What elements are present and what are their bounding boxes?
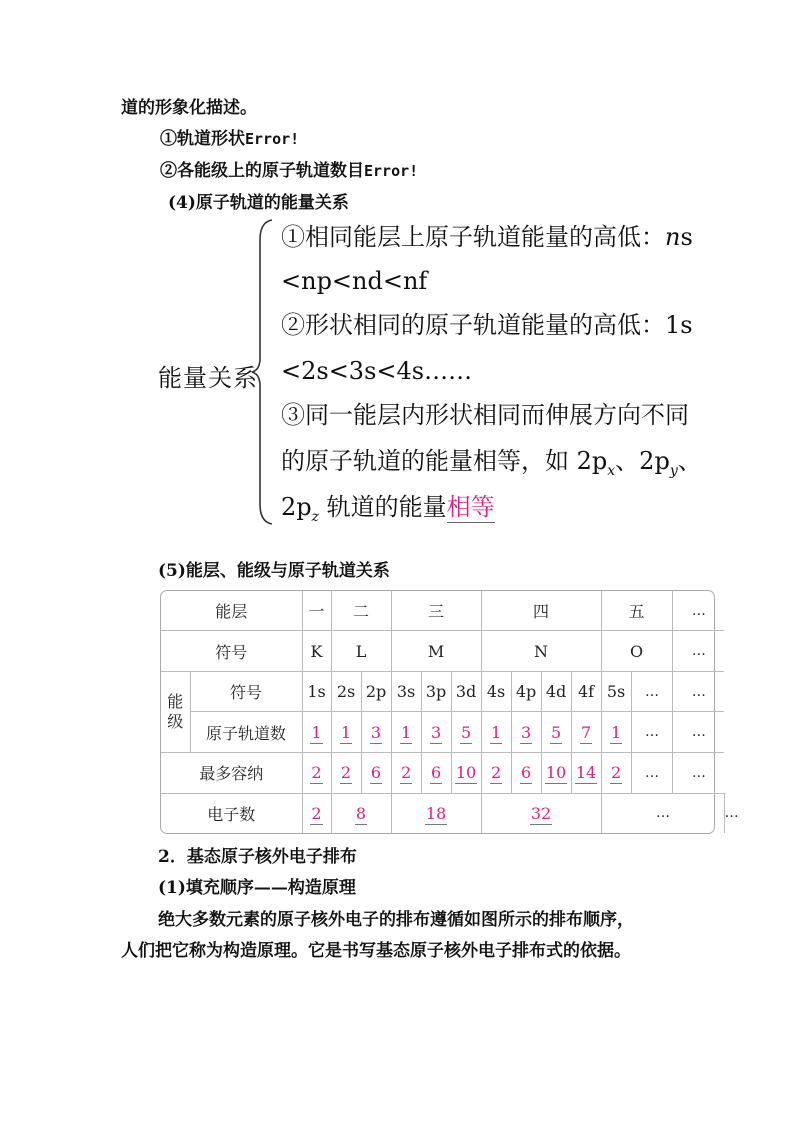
relation-line-1a — [281, 222, 693, 252]
answer-value: 1 — [490, 722, 502, 742]
answer-value: 1 — [311, 722, 322, 742]
table-cell — [331, 712, 361, 753]
table-cell — [601, 753, 631, 794]
relation-text: s — [680, 223, 693, 251]
answer-value: 2 — [311, 763, 322, 783]
header-sub-symbol: 符号 — [190, 671, 302, 712]
table-cell: 3d — [451, 671, 481, 712]
answer-value: 2 — [610, 763, 622, 783]
paragraph-line-2: 人们把它称为构造原理。它是书写基态原子核外电子排布式的依据。 — [121, 941, 631, 961]
header-symbol: 符号 — [161, 631, 302, 672]
table-cell: 一 — [302, 591, 331, 631]
answer-value: 18 — [425, 803, 447, 823]
relation-text: 、 — [677, 447, 702, 475]
answer-value: 14 — [575, 763, 597, 783]
relation-line-2b: <2s<3s<4s…… — [281, 357, 473, 385]
table-cell: 2p — [361, 671, 391, 712]
section-heading-2: 2．基态原子核外电子排布 — [158, 847, 357, 867]
table-cell: … — [672, 753, 724, 794]
answer-value: 2 — [400, 763, 412, 783]
relation-text: 2p — [281, 493, 312, 521]
header-level: 能级 — [161, 671, 190, 752]
table-cell: 二 — [331, 591, 391, 631]
error-text: Error! — [245, 130, 300, 148]
table-cell — [481, 712, 511, 753]
sub-heading-1: (1)填充顺序——构造原理 — [158, 878, 356, 898]
answer-value: 1 — [340, 722, 352, 742]
table-cell: L — [331, 631, 391, 672]
table-cell — [481, 753, 511, 794]
table-cell: 3s — [391, 671, 421, 712]
table-cell: 1s — [302, 671, 331, 712]
header-max: 最多容纳 — [161, 753, 302, 794]
table-cell: 4s — [481, 671, 511, 712]
var-n: n — [665, 223, 681, 251]
relation-text: 的原子轨道的能量相等，如 2p — [281, 447, 608, 475]
table-cell: … — [601, 793, 724, 833]
table-cell — [421, 712, 451, 753]
table-cell: 2s — [331, 671, 361, 712]
answer-value: 7 — [580, 722, 592, 742]
table-cell: M — [391, 631, 481, 672]
orbital-table: 能层 一 二 三 四 五 … 符号 K L M N O … 能级 符号 1s 2s 2p 3s 3p 3d 4s 4p 4d 4f 5s … … 原子轨道数 1 1 3 1 3 5 1 3 5 7 1 … … 最多容纳 2 2 6 2 6 10 2 6 10 14 2 … … 电子数 2 8 18 32 … … — [160, 590, 715, 834]
list-item-orbital-count — [160, 160, 418, 182]
answer-value: 32 — [530, 803, 552, 823]
table-cell — [391, 712, 421, 753]
table-cell: 五 — [601, 591, 672, 631]
table-cell — [571, 753, 601, 794]
table-cell: … — [672, 631, 724, 672]
table-cell: … — [672, 671, 724, 712]
answer-equal: 相等 — [446, 493, 495, 521]
table-cell: 4p — [511, 671, 541, 712]
text-line: 道的形象化描述。 — [121, 98, 257, 118]
answer-value: 2 — [490, 763, 502, 783]
table-cell — [511, 712, 541, 753]
table-cell — [302, 793, 331, 833]
table-cell: … — [672, 712, 724, 753]
table-cell: 3p — [421, 671, 451, 712]
table-cell — [601, 712, 631, 753]
table-cell — [511, 753, 541, 794]
answer-value: 10 — [455, 763, 477, 783]
table-cell — [571, 712, 601, 753]
relation-line-3a: ③同一能层内形状相同而伸展方向不同 — [281, 401, 689, 429]
answer-value: 6 — [520, 763, 532, 783]
answer-value: 3 — [370, 722, 382, 742]
table-cell: 四 — [481, 591, 601, 631]
table-cell: … — [631, 671, 672, 712]
subscript-y: y — [669, 462, 678, 479]
table-cell — [331, 793, 391, 833]
energy-relation-label: 能量关系 — [158, 364, 258, 392]
header-electrons: 电子数 — [161, 793, 302, 833]
relation-line-3b — [281, 446, 702, 486]
relation-text: 轨道的能量 — [319, 493, 447, 521]
answer-value: 6 — [430, 763, 442, 783]
table-cell: K — [302, 631, 331, 672]
table-cell — [361, 753, 391, 794]
table-cell: N — [481, 631, 601, 672]
item-text: ①轨道形状 — [160, 129, 245, 149]
table-cell — [421, 753, 451, 794]
table-cell — [331, 753, 361, 794]
relation-line-1b: <np<nd<nf — [281, 267, 428, 295]
relation-text: 、2p — [615, 447, 670, 475]
section-heading-5: (5)能层、能级与原子轨道关系 — [158, 561, 390, 581]
table-cell — [302, 753, 331, 794]
table-cell: 5s — [601, 671, 631, 712]
answer-value: 3 — [520, 722, 532, 742]
relation-line-2a: ②形状相同的原子轨道能量的高低：1s — [281, 311, 693, 339]
subscript-x: x — [607, 462, 616, 479]
item-text: ②各能级上的原子轨道数目 — [160, 161, 364, 181]
table-cell — [391, 753, 421, 794]
header-layer: 能层 — [161, 591, 302, 631]
answer-value: 6 — [370, 763, 382, 783]
answer-value: 1 — [400, 722, 412, 742]
answer-value: 5 — [460, 722, 472, 742]
answer-value: 1 — [610, 722, 622, 742]
answer-value: 10 — [545, 763, 567, 783]
table-cell — [541, 712, 571, 753]
table-cell: … — [631, 753, 672, 794]
table-cell: O — [601, 631, 672, 672]
answer-value: 5 — [550, 722, 562, 742]
paragraph-line-1: 绝大多数元素的原子核外电子的排布遵循如图所示的排布顺序， — [158, 910, 634, 930]
answer-value: 2 — [311, 803, 322, 823]
table-cell — [451, 753, 481, 794]
list-item-orbital-shape — [160, 128, 299, 150]
table-cell: … — [631, 712, 672, 753]
table-cell: 4d — [541, 671, 571, 712]
relation-text: ①相同能层上原子轨道能量的高低： — [281, 223, 665, 251]
subscript-z: z — [311, 508, 320, 525]
table-cell: 三 — [391, 591, 481, 631]
header-orbitals: 原子轨道数 — [190, 712, 302, 753]
table-cell: 4f — [571, 671, 601, 712]
answer-value: 2 — [340, 763, 352, 783]
curly-brace-icon — [246, 218, 276, 526]
section-heading-4: (4)原子轨道的能量关系 — [168, 193, 349, 213]
error-text: Error! — [364, 162, 419, 180]
table-cell — [481, 793, 601, 833]
table-cell: … — [672, 591, 724, 631]
energy-relation-figure — [150, 216, 740, 532]
table-cell — [391, 793, 481, 833]
answer-value: 3 — [430, 722, 442, 742]
relation-line-3c — [281, 492, 495, 532]
answer-value: 8 — [355, 803, 367, 823]
table-cell — [361, 712, 391, 753]
table-cell — [541, 753, 571, 794]
table-cell — [302, 712, 331, 753]
table-cell — [451, 712, 481, 753]
